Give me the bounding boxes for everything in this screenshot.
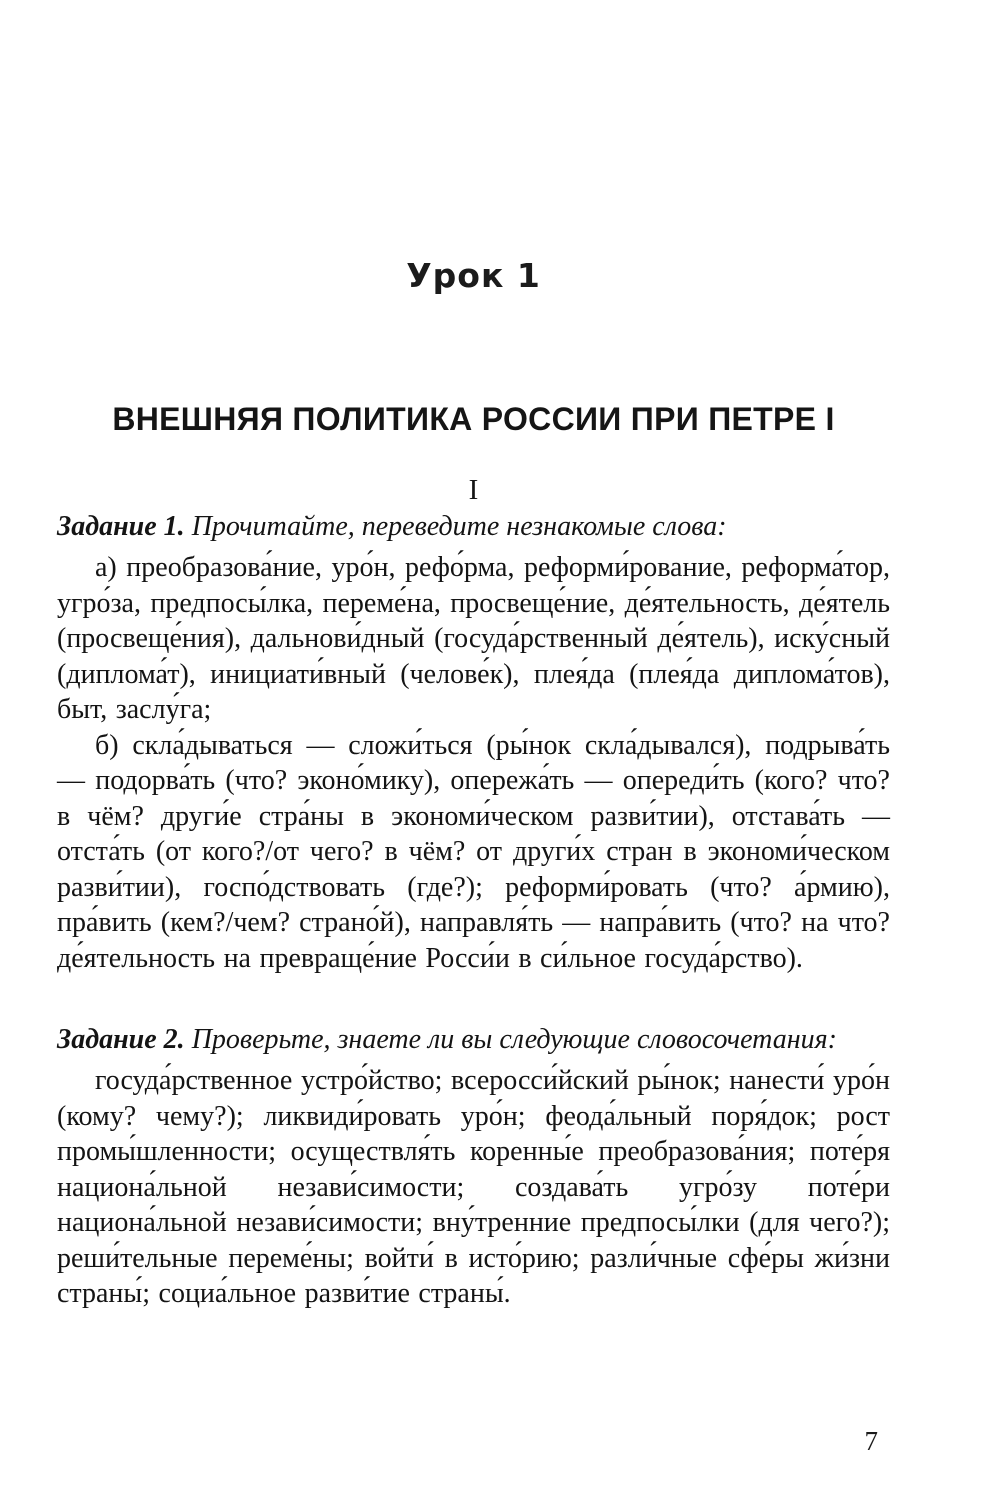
page-content xyxy=(57,256,890,1312)
task-2-header xyxy=(57,1022,890,1058)
task-2-paragraph: госуда́рственное устро́йство; всеросси́йский ры́нок; нанести́ уро́н (кому? чему?); ликвиди́ровать уро́н; феода́льный поря́док; рост промы́шленности; осуществля́ть коренны́е преобразова́ния; поте́ря национа́льной незави́симости; создава́ть угро́зу поте́ри национа́льной незави́симости; вну́тренние предпосы́лки (для чего?); реши́тельные переме́ны; войти́ в исто́рию; разли́чные сфе́ры жи́зни страны́; социа́льное разви́тие страны́. xyxy=(57,1065,890,1309)
task-2-instruction: Проверьте, знаете ли вы следующие словосочетания: xyxy=(191,1024,837,1055)
page-number: 7 xyxy=(864,1426,878,1456)
task-1 xyxy=(57,509,890,976)
task-1-paragraph-a: а) преобразова́ние, уро́н, рефо́рма, реформи́рование, реформа́тор, угро́за, предпосы́лка, переме́на, просвеще́ние, де́ятельность, де́ятель (просвеще́ния), дальнови́дный (госуда́рственный де́ятель), иску́сный (диплома́т), инициати́вный (челове́к), плея́да (плея́да диплома́тов), быт, заслу́га; xyxy=(57,552,890,725)
task-1-label: Задание 1. xyxy=(57,511,185,542)
task-1-paragraph-b: б) скла́дываться — сложи́ться (ры́нок скла́дывался), подрыва́ть — подорва́ть (что? эконо́мику), опережа́ть — опереди́ть (кого? что? в чём? други́е стра́ны в экономи́ческом разви́тии), отстава́ть — отста́ть (от кого?/от чего? в чём? от други́х стран в экономи́ческом разви́тии), госпо́дствовать (где?); реформи́ровать (что? а́рмию), пра́вить (кем?/чем? страно́й), направля́ть — напра́вить (что? на что? де́ятельность на превраще́ние Росси́и в си́льное госуда́рство). xyxy=(57,729,890,974)
lesson-title: Урок 1 xyxy=(406,256,541,295)
chapter-title: ВНЕШНЯЯ ПОЛИТИКА РОССИИ ПРИ ПЕТРЕ I xyxy=(112,401,835,437)
task-1-instruction: Прочитайте, переведите незнакомые слова: xyxy=(191,511,727,542)
task-2 xyxy=(57,1022,890,1312)
task-1-header xyxy=(57,509,890,545)
section-numeral: I xyxy=(468,474,479,506)
task-2-label: Задание 2. xyxy=(57,1024,185,1055)
